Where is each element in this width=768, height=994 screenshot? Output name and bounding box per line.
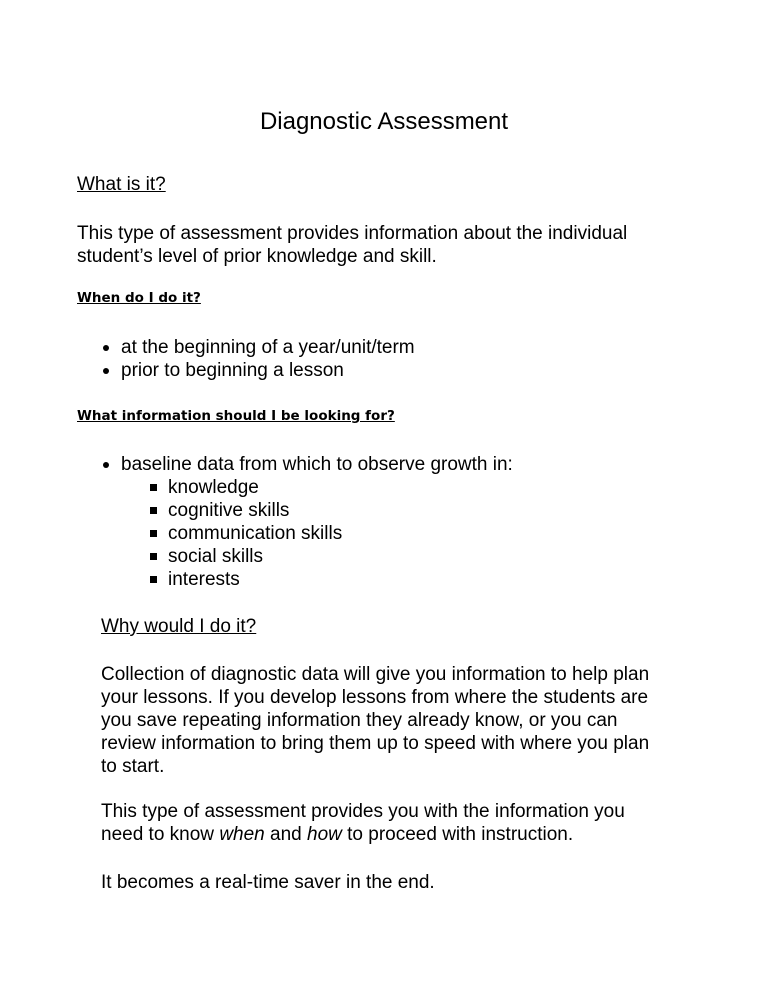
emphasis-how: how <box>307 824 342 845</box>
paragraph-line: Collection of diagnostic data will give you information to help plan <box>101 664 650 685</box>
why-paragraph-2 <box>101 800 741 846</box>
list-item: communication skills <box>148 522 342 545</box>
paragraph-line: need to know when and how to proceed with instruction. <box>101 824 574 845</box>
list-item: at the beginning of a year/unit/term <box>99 336 415 359</box>
what-is-it-line-1: This type of assessment provides information about the individual <box>77 223 628 244</box>
square-bullet-icon <box>150 576 157 583</box>
section-heading-why: Why would I do it? <box>101 616 257 637</box>
list-item: cognitive skills <box>148 499 342 522</box>
bullet-icon <box>103 345 109 351</box>
what-is-it-line-2: student’s level of prior knowledge and skill. <box>77 246 437 267</box>
list-item: knowledge <box>148 476 342 499</box>
why-paragraph-3: It becomes a real-time saver in the end. <box>101 872 435 893</box>
when-bullet-list <box>99 336 415 382</box>
list-item: interests <box>148 568 342 591</box>
square-bullet-icon <box>150 484 157 491</box>
square-bullet-icon <box>150 530 157 537</box>
section-heading-when: When do I do it? <box>77 290 201 306</box>
paragraph-line: you save repeating information they already know, or you can <box>101 710 618 731</box>
information-bullet-list <box>99 453 513 476</box>
list-item: social skills <box>148 545 342 568</box>
section-heading-what-is-it: What is it? <box>77 174 166 195</box>
list-item: prior to beginning a lesson <box>99 359 415 382</box>
what-is-it-paragraph <box>77 222 717 268</box>
why-paragraph-1 <box>101 663 741 778</box>
emphasis-when: when <box>219 824 265 845</box>
bullet-icon <box>103 462 109 468</box>
growth-areas-list <box>148 476 342 591</box>
bullet-icon <box>103 368 109 374</box>
paragraph-line: your lessons. If you develop lessons from where the students are <box>101 687 649 708</box>
square-bullet-icon <box>150 507 157 514</box>
list-item: baseline data from which to observe growth in: <box>99 453 513 476</box>
paragraph-line: review information to bring them up to speed with where you plan <box>101 733 650 754</box>
square-bullet-icon <box>150 553 157 560</box>
paragraph-line: to start. <box>101 756 165 777</box>
paragraph-line: This type of assessment provides you with the information you <box>101 801 625 822</box>
section-heading-what-information: What information should I be looking for? <box>77 408 395 424</box>
page-title: Diagnostic Assessment <box>259 108 509 135</box>
